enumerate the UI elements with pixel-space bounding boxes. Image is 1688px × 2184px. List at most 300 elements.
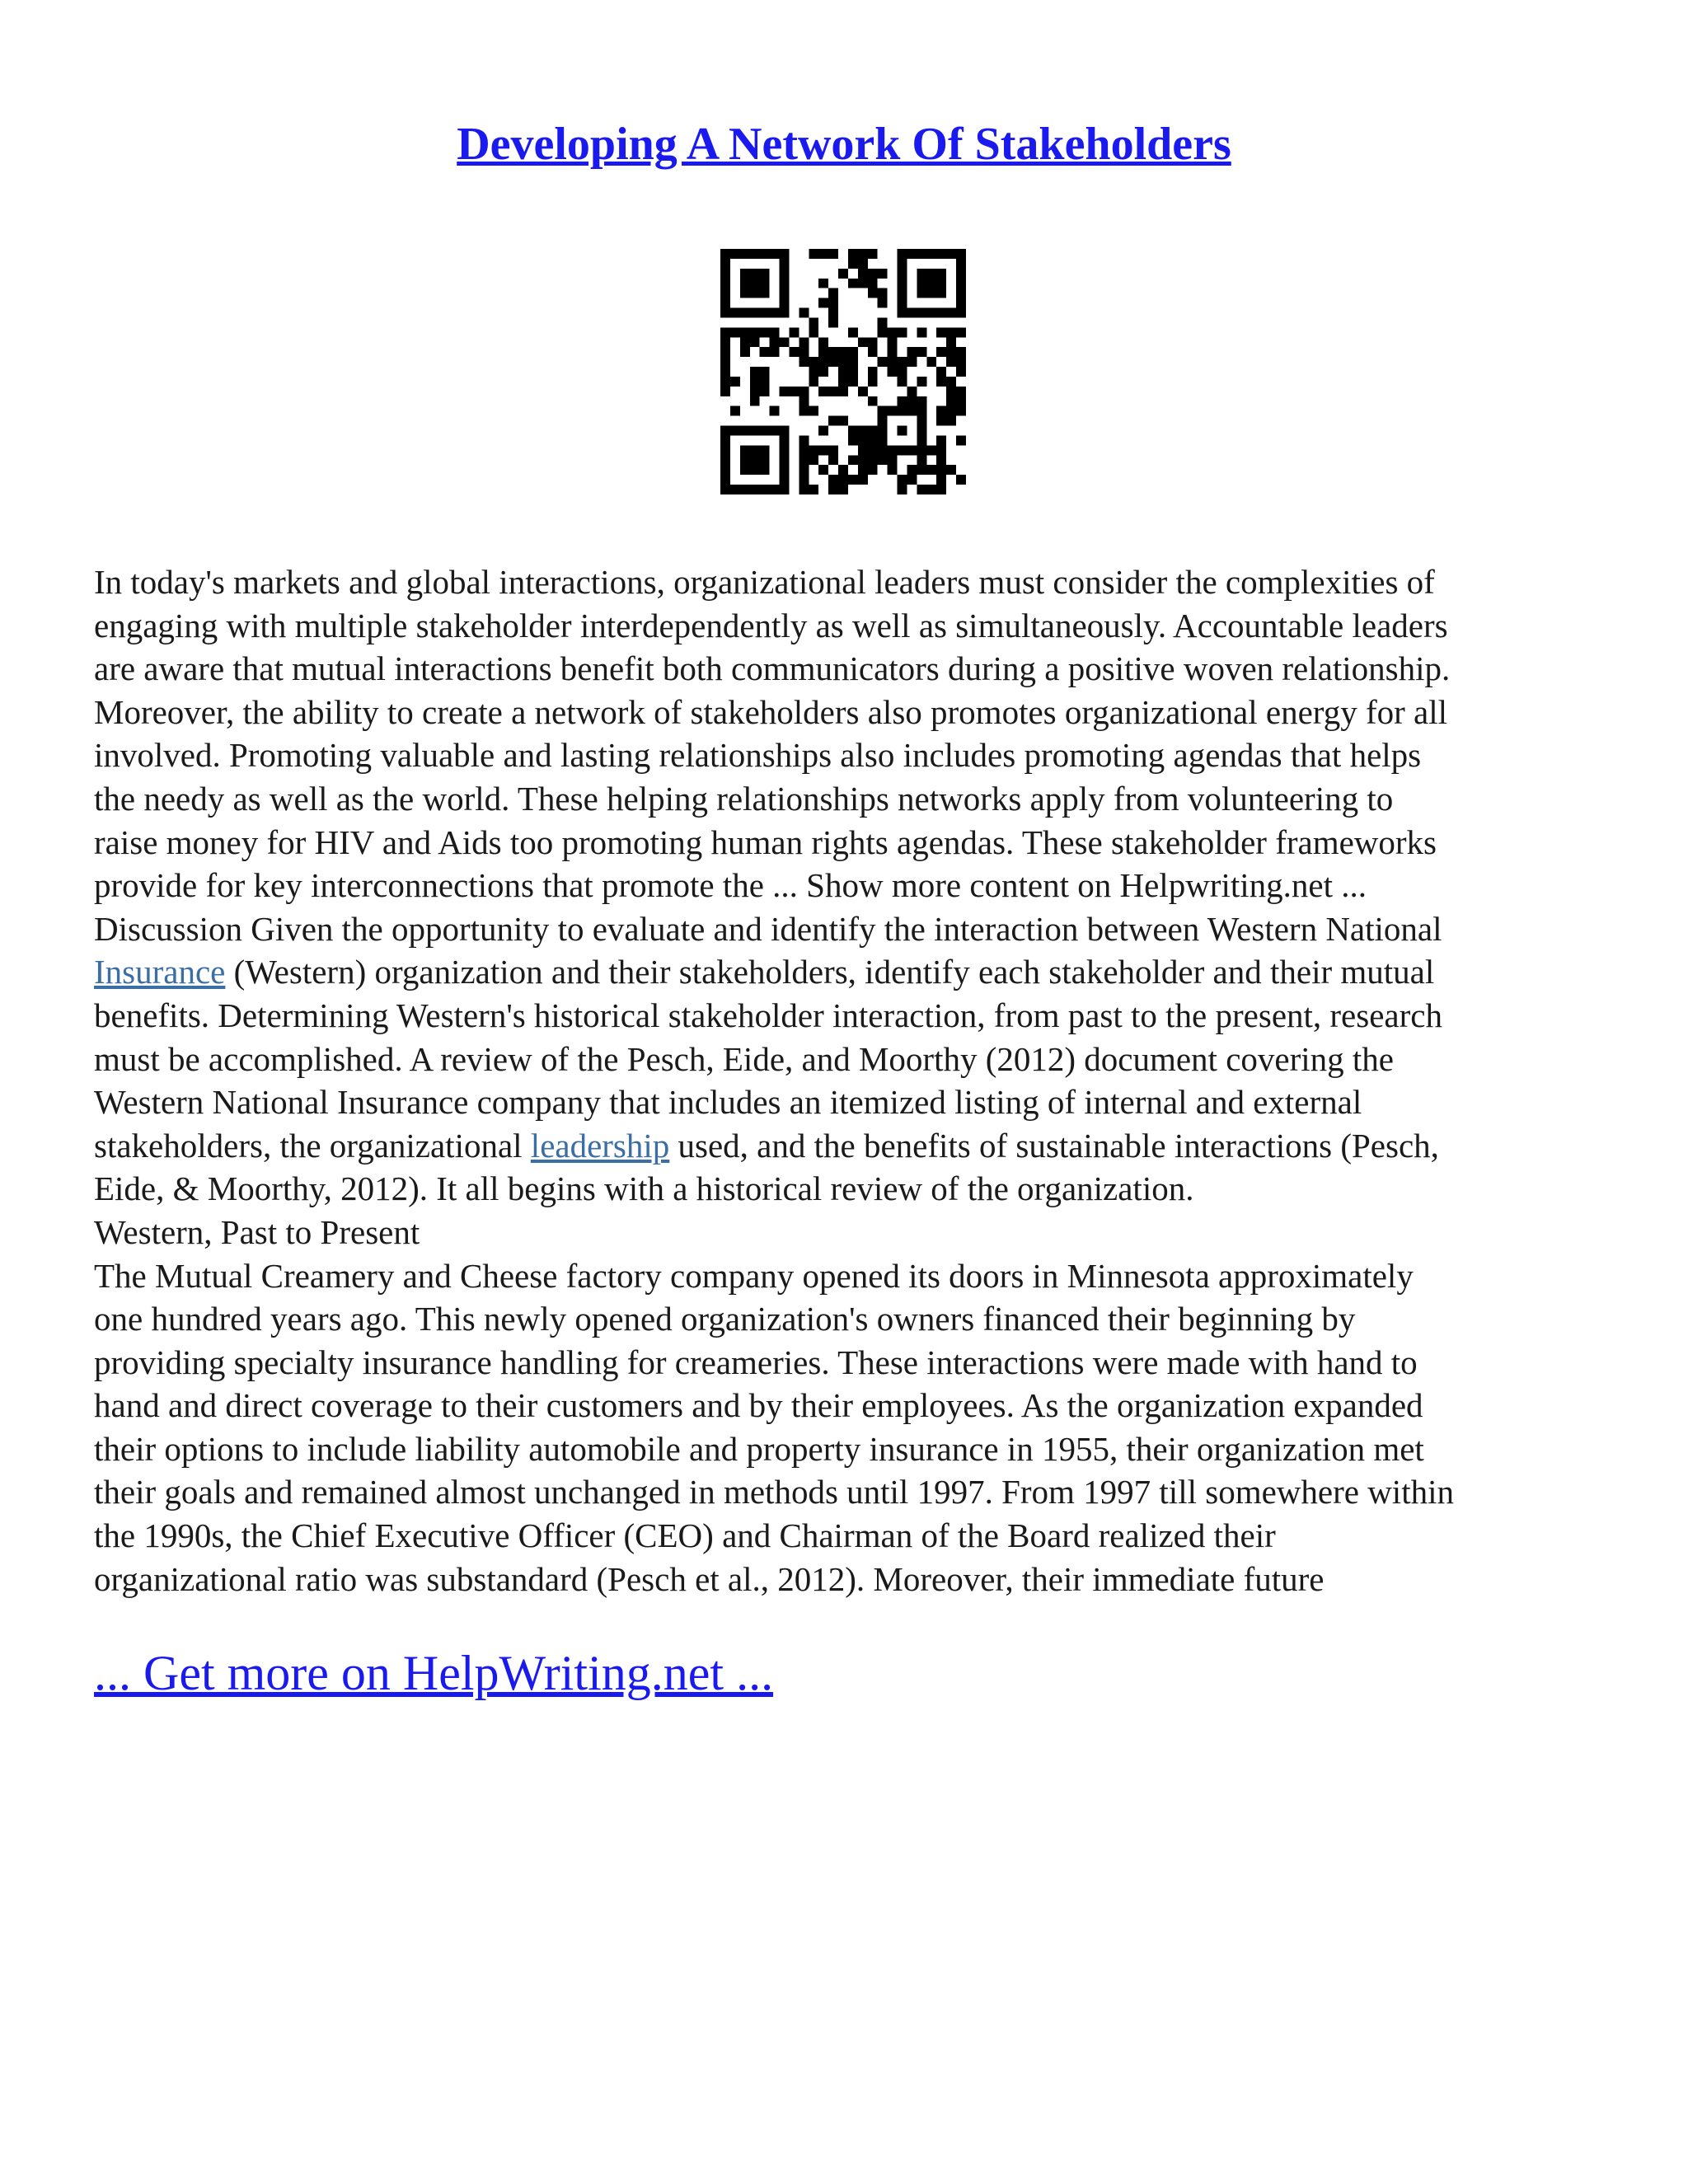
- qr-module: [730, 308, 740, 318]
- qr-module: [888, 445, 898, 455]
- qr-module: [750, 485, 760, 494]
- qr-module: [898, 269, 907, 279]
- qr-module: [888, 367, 898, 377]
- body-line: are aware that mutual interactions benefit both communicators during a positive woven relationship.: [94, 649, 1451, 688]
- qr-module: [868, 445, 878, 455]
- qr-module: [868, 465, 878, 475]
- qr-module: [809, 327, 818, 337]
- body-line: their goals and remained almost unchanged in methods until 1997. From 1997 till somewhere within: [94, 1473, 1454, 1511]
- qr-module: [780, 435, 790, 445]
- qr-module: [848, 327, 858, 337]
- qr-module: [946, 337, 956, 347]
- qr-module: [936, 485, 946, 494]
- qr-module: [956, 387, 966, 396]
- qr-module: [818, 279, 828, 288]
- qr-module: [956, 279, 966, 288]
- qr-module: [720, 259, 730, 269]
- qr-module: [868, 377, 878, 387]
- qr-module: [828, 445, 838, 455]
- qr-module: [926, 308, 936, 318]
- get-more-link[interactable]: ... Get more on HelpWriting.net ...: [94, 1646, 774, 1700]
- qr-module: [818, 465, 828, 475]
- qr-module: [936, 347, 946, 357]
- qr-module: [730, 327, 740, 337]
- qr-module: [799, 387, 809, 396]
- qr-module: [898, 357, 907, 367]
- qr-module: [828, 416, 838, 426]
- qr-module: [780, 387, 790, 396]
- qr-module: [828, 387, 838, 396]
- qr-module: [926, 269, 936, 279]
- qr-module: [789, 387, 799, 396]
- qr-module: [956, 308, 966, 318]
- qr-module: [956, 288, 966, 298]
- qr-module: [740, 455, 750, 465]
- qr-module: [868, 279, 878, 288]
- qr-module: [936, 445, 946, 455]
- qr-module: [936, 475, 946, 485]
- qr-module: [828, 475, 838, 485]
- qr-module: [878, 357, 888, 367]
- qr-module: [828, 288, 838, 298]
- qr-module: [888, 455, 898, 465]
- qr-module: [936, 465, 946, 475]
- qr-module: [720, 465, 730, 475]
- qr-module: [799, 347, 809, 357]
- qr-module: [878, 269, 888, 279]
- qr-module: [730, 485, 740, 494]
- qr-module: [838, 485, 848, 494]
- qr-module: [740, 445, 750, 455]
- qr-module: [858, 435, 868, 445]
- qr-module: [818, 445, 828, 455]
- qr-module: [956, 435, 966, 445]
- qr-module: [838, 347, 848, 357]
- qr-module: [838, 269, 848, 279]
- body-line-text: (Western) organization and their stakeholders, identify each stakeholder and their mutual: [225, 953, 1435, 991]
- qr-module: [878, 416, 888, 426]
- qr-module: [898, 396, 907, 406]
- qr-module: [838, 475, 848, 485]
- qr-module: [926, 465, 936, 475]
- qr-module: [799, 406, 809, 416]
- body-line: the needy as well as the world. These helping relationships networks apply from volunteering to: [94, 779, 1394, 818]
- qr-module: [720, 298, 730, 308]
- qr-module: [878, 288, 888, 298]
- body-line-text: used, and the benefits of sustainable interactions (Pesch,: [669, 1126, 1439, 1165]
- qr-module: [818, 367, 828, 377]
- qr-module: [750, 249, 760, 259]
- qr-module: [760, 465, 770, 475]
- qr-module: [740, 269, 750, 279]
- qr-module: [750, 377, 760, 387]
- qr-module: [956, 298, 966, 308]
- qr-module: [828, 347, 838, 357]
- qr-module: [858, 455, 868, 465]
- qr-module: [780, 475, 790, 485]
- qr-module: [848, 249, 858, 259]
- qr-module: [956, 249, 966, 259]
- qr-module: [898, 485, 907, 494]
- qr-module: [848, 377, 858, 387]
- qr-module: [936, 249, 946, 259]
- qr-code-icon: [720, 249, 966, 494]
- qr-module: [888, 406, 898, 416]
- body-line: Western National Insurance company that includes an itemized listing of internal and external: [94, 1083, 1362, 1122]
- qr-module: [848, 455, 858, 465]
- qr-module: [740, 308, 750, 318]
- qr-module: [780, 259, 790, 269]
- qr-module: [946, 377, 956, 387]
- qr-module: [946, 406, 956, 416]
- leadership-link[interactable]: leadership: [530, 1126, 670, 1165]
- qr-module: [780, 249, 790, 259]
- qr-module: [848, 259, 858, 269]
- qr-module: [780, 288, 790, 298]
- body-line: organizational ratio was substandard (Pesch et al., 2012). Moreover, their immediate future: [94, 1559, 1325, 1598]
- qr-module: [926, 288, 936, 298]
- qr-module: [858, 465, 868, 475]
- qr-module: [858, 475, 868, 485]
- body-line: In today's markets and global interactions, organizational leaders must consider the complexities of: [94, 563, 1435, 601]
- qr-module: [750, 337, 760, 347]
- qr-module: [770, 249, 780, 259]
- body-line: raise money for HIV and Aids too promoting human rights agendas. These stakeholder frameworks: [94, 823, 1437, 861]
- qr-module: [818, 387, 828, 396]
- qr-module: [760, 279, 770, 288]
- qr-module: [799, 435, 809, 445]
- body-line: engaging with multiple stakeholder interdependently as well as simultaneously. Accountable leaders: [94, 606, 1448, 644]
- qr-module: [858, 445, 868, 455]
- qr-module: [799, 396, 809, 406]
- body-line: Discussion Given the opportunity to evaluate and identify the interaction between Western National: [94, 909, 1442, 948]
- qr-module: [956, 347, 966, 357]
- qr-module: [907, 396, 917, 406]
- qr-module: [956, 327, 966, 337]
- qr-module: [760, 308, 770, 318]
- qr-module: [838, 387, 848, 396]
- qr-module: [720, 387, 730, 396]
- body-line: benefits. Determining Western's historical stakeholder interaction, from past to the present, research: [94, 996, 1442, 1034]
- qr-module: [838, 416, 848, 426]
- qr-module: [858, 387, 868, 396]
- qr-module: [770, 308, 780, 318]
- qr-module: [760, 485, 770, 494]
- qr-module: [946, 396, 956, 406]
- qr-module: [740, 288, 750, 298]
- qr-module: [917, 455, 926, 465]
- qr-module: [740, 347, 750, 357]
- qr-module: [888, 347, 898, 357]
- qr-module: [868, 347, 878, 357]
- qr-module: [760, 288, 770, 298]
- body-line: involved. Promoting valuable and lasting relationships also includes promoting agendas that helps: [94, 736, 1422, 775]
- qr-module: [848, 357, 858, 367]
- qr-module: [720, 475, 730, 485]
- qr-module: [946, 357, 956, 367]
- page-title-link[interactable]: Developing A Network Of Stakeholders: [457, 119, 1231, 170]
- qr-module: [740, 249, 750, 259]
- qr-module: [917, 288, 926, 298]
- qr-module: [936, 455, 946, 465]
- qr-module: [720, 435, 730, 445]
- qr-module: [956, 269, 966, 279]
- qr-module: [926, 485, 936, 494]
- qr-module: [946, 387, 956, 396]
- qr-module: [720, 347, 730, 357]
- qr-module: [898, 259, 907, 269]
- qr-module: [907, 249, 917, 259]
- qr-module: [868, 367, 878, 377]
- qr-module: [780, 269, 790, 279]
- qr-module: [799, 475, 809, 485]
- qr-module: [750, 367, 760, 377]
- qr-module: [907, 445, 917, 455]
- qr-module: [760, 387, 770, 396]
- qr-module: [898, 249, 907, 259]
- qr-module: [809, 406, 818, 416]
- qr-module: [956, 259, 966, 269]
- qr-module: [809, 485, 818, 494]
- qr-module: [730, 426, 740, 436]
- qr-module: [750, 445, 760, 455]
- qr-module: [720, 485, 730, 494]
- qr-module: [868, 337, 878, 347]
- qr-module: [750, 455, 760, 465]
- qr-module: [907, 308, 917, 318]
- qr-module: [799, 445, 809, 455]
- qr-module: [770, 337, 780, 347]
- qr-module: [720, 337, 730, 347]
- qr-module: [838, 367, 848, 377]
- qr-module: [917, 465, 926, 475]
- qr-module: [848, 435, 858, 445]
- qr-module: [868, 249, 878, 259]
- qr-module: [770, 327, 780, 337]
- qr-module: [848, 475, 858, 485]
- qr-module: [740, 337, 750, 347]
- qr-module: [720, 367, 730, 377]
- qr-module: [917, 377, 926, 387]
- qr-module: [898, 367, 907, 377]
- qr-module: [730, 377, 740, 387]
- qr-module: [926, 249, 936, 259]
- qr-module: [760, 347, 770, 357]
- qr-module: [750, 308, 760, 318]
- body-line: one hundred years ago. This newly opened organization's owners financed their beginning by: [94, 1300, 1356, 1338]
- qr-module: [740, 485, 750, 494]
- qr-module: [917, 347, 926, 357]
- qr-module: [828, 455, 838, 465]
- qr-module: [878, 317, 888, 327]
- qr-module: [828, 317, 838, 327]
- qr-module: [936, 288, 946, 298]
- qr-module: [780, 426, 790, 436]
- qr-module: [750, 396, 760, 406]
- qr-module: [917, 406, 926, 416]
- qr-module: [936, 308, 946, 318]
- qr-module: [828, 249, 838, 259]
- qr-module: [780, 465, 790, 475]
- qr-module: [750, 465, 760, 475]
- qr-module: [898, 377, 907, 387]
- insurance-link[interactable]: Insurance: [94, 953, 226, 991]
- qr-module: [799, 455, 809, 465]
- qr-module: [720, 327, 730, 337]
- qr-module: [838, 465, 848, 475]
- qr-module: [818, 337, 828, 347]
- qr-module: [780, 337, 790, 347]
- qr-module: [760, 249, 770, 259]
- qr-module: [946, 347, 956, 357]
- qr-module: [946, 465, 956, 475]
- body-line: [94, 1124, 1602, 1168]
- qr-module: [898, 475, 907, 485]
- qr-module: [946, 327, 956, 337]
- qr-module: [858, 249, 868, 259]
- qr-module: [878, 406, 888, 416]
- qr-module: [956, 396, 966, 406]
- qr-module: [848, 426, 858, 436]
- qr-module: [789, 347, 799, 357]
- qr-module: [780, 455, 790, 465]
- qr-module: [799, 465, 809, 475]
- qr-module: [809, 249, 818, 259]
- qr-module: [809, 445, 818, 455]
- qr-module: [917, 426, 926, 436]
- qr-module: [956, 367, 966, 377]
- qr-module: [760, 327, 770, 337]
- qr-module: [888, 327, 898, 337]
- section-heading: Western, Past to Present: [94, 1212, 420, 1251]
- qr-module: [898, 308, 907, 318]
- qr-module: [926, 357, 936, 367]
- qr-module: [898, 445, 907, 455]
- qr-module: [720, 455, 730, 465]
- qr-module: [907, 347, 917, 357]
- qr-module: [868, 435, 878, 445]
- qr-module: [848, 347, 858, 357]
- qr-module: [780, 298, 790, 308]
- qr-module: [750, 269, 760, 279]
- qr-module: [799, 308, 809, 318]
- qr-module: [878, 445, 888, 455]
- qr-module: [720, 377, 730, 387]
- qr-module: [740, 327, 750, 337]
- qr-module: [936, 269, 946, 279]
- qr-module: [828, 357, 838, 367]
- qr-module: [936, 416, 946, 426]
- body-line-text: stakeholders, the organizational: [94, 1126, 531, 1165]
- qr-module: [907, 387, 917, 396]
- qr-module: [917, 445, 926, 455]
- qr-module: [907, 465, 917, 475]
- qr-module: [946, 308, 956, 318]
- qr-module: [780, 279, 790, 288]
- qr-module: [858, 259, 868, 269]
- qr-module: [888, 337, 898, 347]
- qr-module: [888, 465, 898, 475]
- body-line: providing specialty insurance handling for creameries. These interactions were made with hand to: [94, 1343, 1418, 1381]
- qr-module: [917, 485, 926, 494]
- qr-module: [760, 367, 770, 377]
- qr-module: [828, 308, 838, 318]
- qr-module: [730, 249, 740, 259]
- body-line: provide for key interconnections that promote the ... Show more content on Helpwriting.net ...: [94, 866, 1367, 905]
- qr-module: [780, 445, 790, 455]
- qr-module: [809, 367, 818, 377]
- qr-module: [770, 347, 780, 357]
- qr-module: [799, 485, 809, 494]
- qr-module: [917, 396, 926, 406]
- qr-module: [907, 406, 917, 416]
- qr-module: [838, 357, 848, 367]
- qr-module: [917, 416, 926, 426]
- qr-module: [917, 249, 926, 259]
- qr-module: [770, 485, 780, 494]
- qr-module: [878, 435, 888, 445]
- qr-module: [868, 269, 878, 279]
- qr-module: [956, 475, 966, 485]
- qr-module: [780, 308, 790, 318]
- qr-module: [720, 269, 730, 279]
- qr-module: [720, 357, 730, 367]
- qr-module: [720, 279, 730, 288]
- qr-module: [946, 416, 956, 426]
- body-line: must be accomplished. A review of the Pesch, Eide, and Moorthy (2012) document covering the: [94, 1039, 1394, 1078]
- qr-module: [780, 485, 790, 494]
- qr-module: [740, 279, 750, 288]
- qr-module: [818, 249, 828, 259]
- qr-module: [809, 357, 818, 367]
- qr-module: [926, 445, 936, 455]
- qr-module: [898, 406, 907, 416]
- qr-module: [750, 426, 760, 436]
- qr-module: [898, 426, 907, 436]
- qr-module: [936, 327, 946, 337]
- qr-module: [936, 377, 946, 387]
- qr-module: [838, 377, 848, 387]
- qr-module: [828, 298, 838, 308]
- qr-module: [936, 406, 946, 416]
- qr-module: [917, 269, 926, 279]
- qr-module: [740, 465, 750, 475]
- body-line: Moreover, the ability to create a network of stakeholders also promotes organizational energy for all: [94, 692, 1447, 731]
- qr-module: [770, 426, 780, 436]
- qr-module: [730, 406, 740, 416]
- qr-module: [750, 279, 760, 288]
- qr-module: [878, 298, 888, 308]
- qr-module: [760, 269, 770, 279]
- qr-module: [898, 298, 907, 308]
- qr-module: [818, 298, 828, 308]
- qr-module: [917, 327, 926, 337]
- qr-module: [809, 317, 818, 327]
- qr-module: [858, 426, 868, 436]
- qr-module: [907, 475, 917, 485]
- qr-module: [946, 249, 956, 259]
- qr-module: [898, 327, 907, 337]
- qr-module: [956, 357, 966, 367]
- qr-module: [858, 337, 868, 347]
- qr-module: [956, 406, 966, 416]
- qr-module: [868, 288, 878, 298]
- qr-module: [926, 279, 936, 288]
- qr-module: [917, 308, 926, 318]
- qr-module: [858, 279, 868, 288]
- qr-module: [898, 288, 907, 298]
- qr-module: [848, 367, 858, 377]
